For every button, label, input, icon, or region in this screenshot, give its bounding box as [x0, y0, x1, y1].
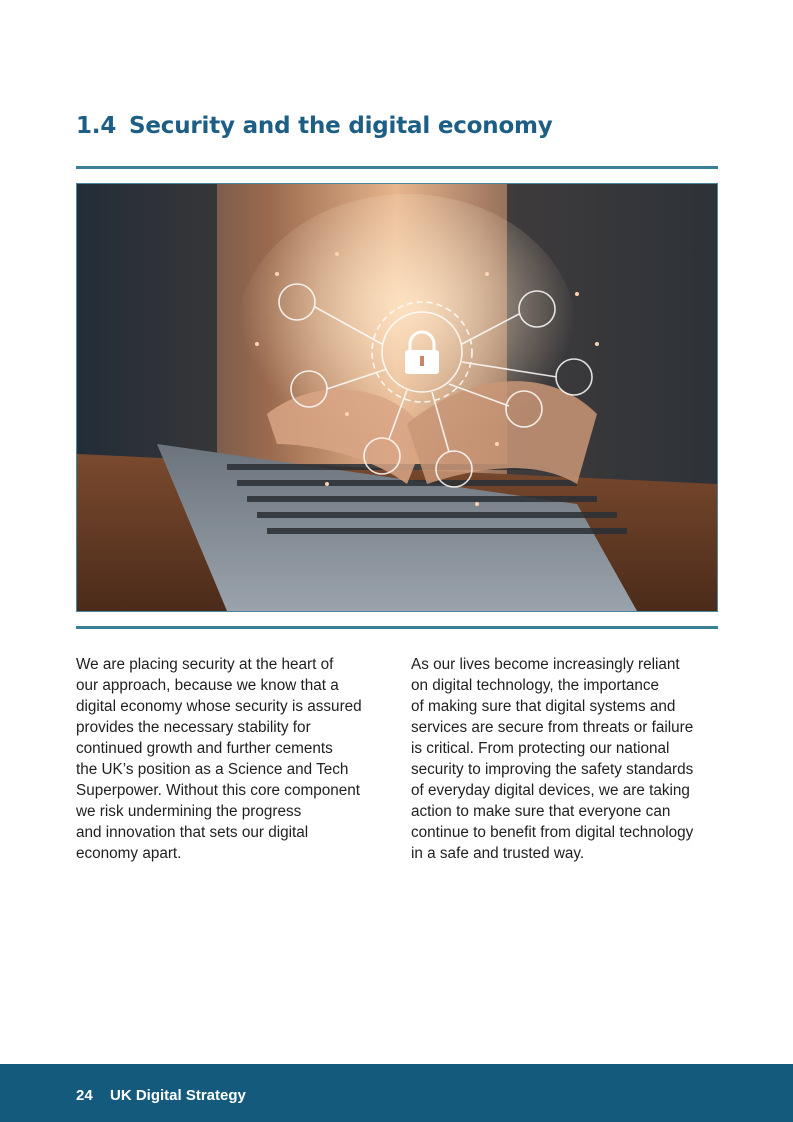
- text-line: our approach, because we know that a: [76, 677, 339, 694]
- page-footer: [0, 1064, 793, 1122]
- text-line: digital economy whose security is assured: [76, 698, 362, 715]
- text-line: As our lives become increasingly reliant: [411, 656, 680, 673]
- text-line: we risk undermining the progress: [76, 803, 302, 820]
- text-line: provides the necessary stability for: [76, 719, 311, 736]
- section-title: Security and the digital economy: [129, 113, 553, 139]
- text-line: and innovation that sets our digital: [76, 824, 309, 841]
- divider-bottom: [76, 626, 718, 629]
- text-line: action to make sure that everyone can: [411, 803, 671, 820]
- hero-image: [76, 183, 718, 612]
- text-line: services are secure from threats or failure: [411, 719, 694, 736]
- section-heading: [76, 113, 553, 139]
- text-line: of everyday digital devices, we are taking: [411, 782, 690, 799]
- text-line: the UK’s position as a Science and Tech: [76, 761, 349, 778]
- text-line: is critical. From protecting our national: [411, 740, 670, 757]
- section-number: 1.4: [76, 113, 117, 139]
- paragraph-right: [411, 654, 693, 864]
- divider-top: [76, 166, 718, 169]
- text-line: of making sure that digital systems and: [411, 698, 676, 715]
- text-line: Superpower. Without this core component: [76, 782, 360, 799]
- body-column-right: [411, 654, 693, 864]
- text-line: continue to benefit from digital technology: [411, 824, 694, 841]
- text-line: economy apart.: [76, 845, 182, 862]
- page-number: 24: [76, 1087, 93, 1104]
- text-line: on digital technology, the importance: [411, 677, 660, 694]
- text-line: security to improving the safety standards: [411, 761, 694, 778]
- paragraph-left: [76, 654, 362, 864]
- document-title: UK Digital Strategy: [110, 1087, 246, 1104]
- body-column-left: [76, 654, 362, 864]
- text-line: in a safe and trusted way.: [411, 845, 585, 862]
- text-line: We are placing security at the heart of: [76, 656, 334, 673]
- text-line: continued growth and further cements: [76, 740, 333, 757]
